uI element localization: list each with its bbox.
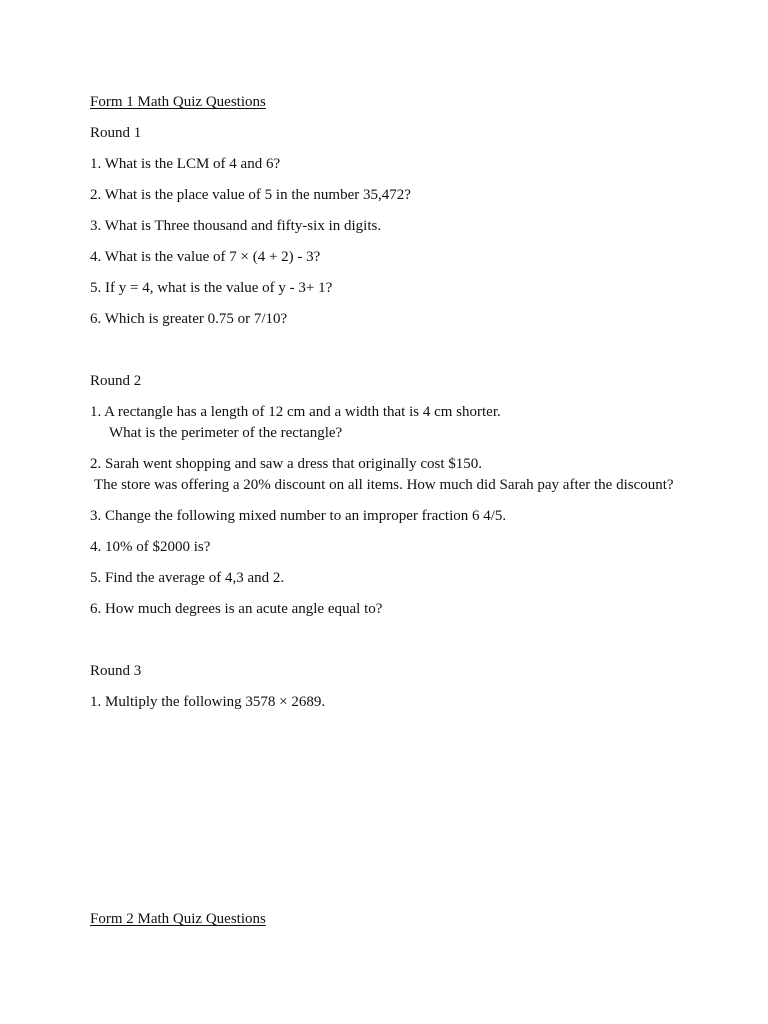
round3-heading: Round 3 [90,663,142,679]
round2-question-4: 4. 10% of $2000 is? [90,539,211,555]
round2-question-6: 6. How much degrees is an acute angle equal to? [90,601,383,617]
round3-question-1: 1. Multiply the following 3578 × 2689. [90,694,326,710]
round1-question-4: 4. What is the value of 7 × (4 + 2) - 3? [90,249,321,265]
round2-question-2-line-2: The store was offering a 20% discount on all items. How much did Sarah pay after the discount? [94,477,674,493]
form2-title: Form 2 Math Quiz Questions [90,911,266,927]
round2-heading: Round 2 [90,373,142,389]
round1-question-5: 5. If y = 4, what is the value of y - 3+ 1? [90,280,333,296]
round2-question-1-line-1: 1. A rectangle has a length of 12 cm and a width that is 4 cm shorter. [90,404,501,420]
round2-question-5: 5. Find the average of 4,3 and 2. [90,570,285,586]
round1-question-6: 6. Which is greater 0.75 or 7/10? [90,311,288,327]
round1-question-3: 3. What is Three thousand and fifty-six in digits. [90,218,382,234]
round1-heading: Round 1 [90,125,142,141]
round1-question-1: 1. What is the LCM of 4 and 6? [90,156,281,172]
round2-question-1-line-2: What is the perimeter of the rectangle? [109,425,343,441]
form1-title: Form 1 Math Quiz Questions [90,94,266,110]
round2-question-2-line-1: 2. Sarah went shopping and saw a dress that originally cost $150. [90,456,483,472]
round2-question-3: 3. Change the following mixed number to an improper fraction 6 4/5. [90,508,507,524]
round1-question-2: 2. What is the place value of 5 in the number 35,472? [90,187,411,203]
